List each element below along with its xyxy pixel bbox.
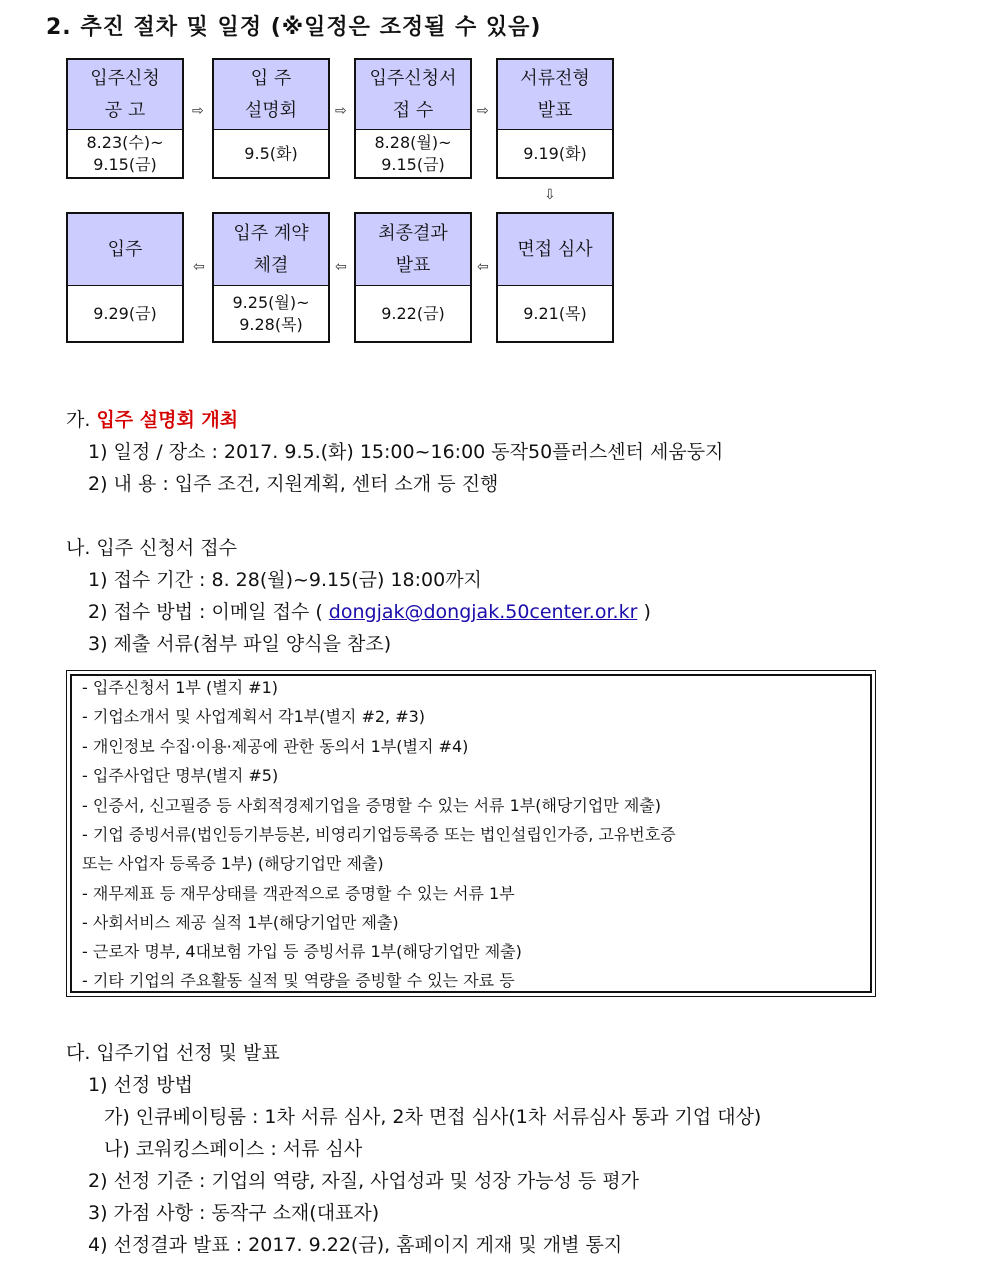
arrow-left-icon: ⇦	[477, 259, 489, 275]
step-title: 서류전형 발표	[498, 60, 612, 130]
method-prefix: 2) 접수 방법 : 이메일 접수 (	[88, 601, 329, 623]
section-ga-item: 2) 내 용 : 입주 조건, 지원계획, 센터 소개 등 진행	[88, 473, 499, 495]
document-item: - 입주사업단 명부(별지 #5)	[82, 766, 279, 785]
section-da-item: 3) 가점 사항 : 동작구 소재(대표자)	[88, 1202, 380, 1224]
arrow-left-icon: ⇦	[193, 259, 205, 275]
document-item: - 기업소개서 및 사업계획서 각1부(별지 #2, #3)	[82, 707, 426, 726]
document-item: - 개인정보 수집·이용·제공에 관한 동의서 1부(별지 #4)	[82, 737, 469, 756]
section-na-heading: 나. 입주 신청서 접수	[66, 537, 237, 559]
section-da-item: 4) 선정결과 발표 : 2017. 9.22(금), 홈페이지 게재 및 개별 통지	[88, 1234, 623, 1256]
section-heading: 2. 추진 절차 및 일정 (※일정은 조정될 수 있음)	[46, 15, 542, 40]
step-move-in	[66, 212, 184, 343]
section-ga-prefix: 가.	[66, 409, 97, 431]
step-date: 9.19(화)	[523, 143, 587, 163]
step-contract	[212, 212, 330, 343]
step-interview	[496, 212, 614, 343]
arrow-down-icon: ⇩	[544, 187, 556, 203]
section-na-item: 1) 접수 기간 : 8. 28(월)~9.15(금) 18:00까지	[88, 569, 482, 591]
document-item: - 사회서비스 제공 실적 1부(해당기업만 제출)	[82, 913, 399, 932]
document-item: - 인증서, 신고필증 등 사회적경제기업을 증명할 수 있는 서류 1부(해당기업만 제출)	[82, 796, 661, 815]
step-title: 입주신청서 접 수	[356, 60, 470, 130]
step-date: 9.21(목)	[523, 303, 587, 323]
step-application	[354, 58, 472, 179]
step-briefing	[212, 58, 330, 179]
section-na-item: 3) 제출 서류(첨부 파일 양식을 참조)	[88, 633, 392, 655]
document-item: - 기업 증빙서류(법인등기부등본, 비영리기업등록증 또는 법인설립인가증, 고유번호증	[82, 825, 676, 844]
documents-box-inner	[70, 674, 872, 993]
document-item: - 기타 기업의 주요활동 실적 및 역량을 증빙할 수 있는 자료 등	[82, 971, 515, 990]
step-title: 입주신청 공 고	[68, 60, 182, 130]
step-date: 9.22(금)	[381, 303, 445, 323]
arrow-right-icon: ⇨	[335, 103, 347, 119]
section-na-item	[88, 600, 651, 624]
section-ga-title: 입주 설명회 개최	[96, 409, 239, 431]
step-date: 9.25(월)~ 9.28(목)	[232, 292, 310, 334]
email-link[interactable]: dongjak@dongjak.50center.or.kr	[328, 601, 638, 623]
arrow-left-icon: ⇦	[335, 259, 347, 275]
section-da-item: 2) 선정 기준 : 기업의 역량, 자질, 사업성과 및 성장 가능성 등 평가	[88, 1170, 639, 1192]
section-da-heading: 다. 입주기업 선정 및 발표	[66, 1042, 280, 1064]
step-title: 입주 계약 체결	[214, 214, 328, 286]
step-title: 입 주 설명회	[214, 60, 328, 130]
document-item: 또는 사업자 등록증 1부) (해당기업만 제출)	[82, 854, 384, 873]
step-date: 8.28(월)~ 9.15(금)	[374, 132, 452, 174]
section-ga-heading	[66, 408, 238, 432]
step-final-result	[354, 212, 472, 343]
step-document-result	[496, 58, 614, 179]
arrow-right-icon: ⇨	[192, 103, 204, 119]
document-item: - 근로자 명부, 4대보험 가입 등 증빙서류 1부(해당기업만 제출)	[82, 942, 522, 961]
step-date: 9.29(금)	[93, 303, 157, 323]
document-item: - 재무제표 등 재무상태를 객관적으로 증명할 수 있는 서류 1부	[82, 884, 515, 903]
step-date: 8.23(수)~ 9.15(금)	[86, 132, 164, 174]
method-suffix: )	[637, 601, 651, 623]
document-item: - 입주신청서 1부 (별지 #1)	[82, 678, 279, 697]
section-da-item: 1) 선정 방법	[88, 1074, 193, 1096]
arrow-right-icon: ⇨	[477, 103, 489, 119]
step-title: 최종결과 발표	[356, 214, 470, 286]
section-ga-item: 1) 일정 / 장소 : 2017. 9.5.(화) 15:00~16:00 동작50플러스센터 세움둥지	[88, 441, 724, 463]
step-title: 입주	[68, 214, 182, 286]
section-da-subitem: 가) 인큐베이팅룸 : 1차 서류 심사, 2차 면접 심사(1차 서류심사 통과 기업 대상)	[104, 1106, 762, 1128]
step-announcement	[66, 58, 184, 179]
documents-box	[66, 670, 876, 997]
section-da-subitem: 나) 코워킹스페이스 : 서류 심사	[104, 1138, 363, 1160]
step-title: 면접 심사	[498, 214, 612, 286]
step-date: 9.5(화)	[244, 143, 298, 163]
